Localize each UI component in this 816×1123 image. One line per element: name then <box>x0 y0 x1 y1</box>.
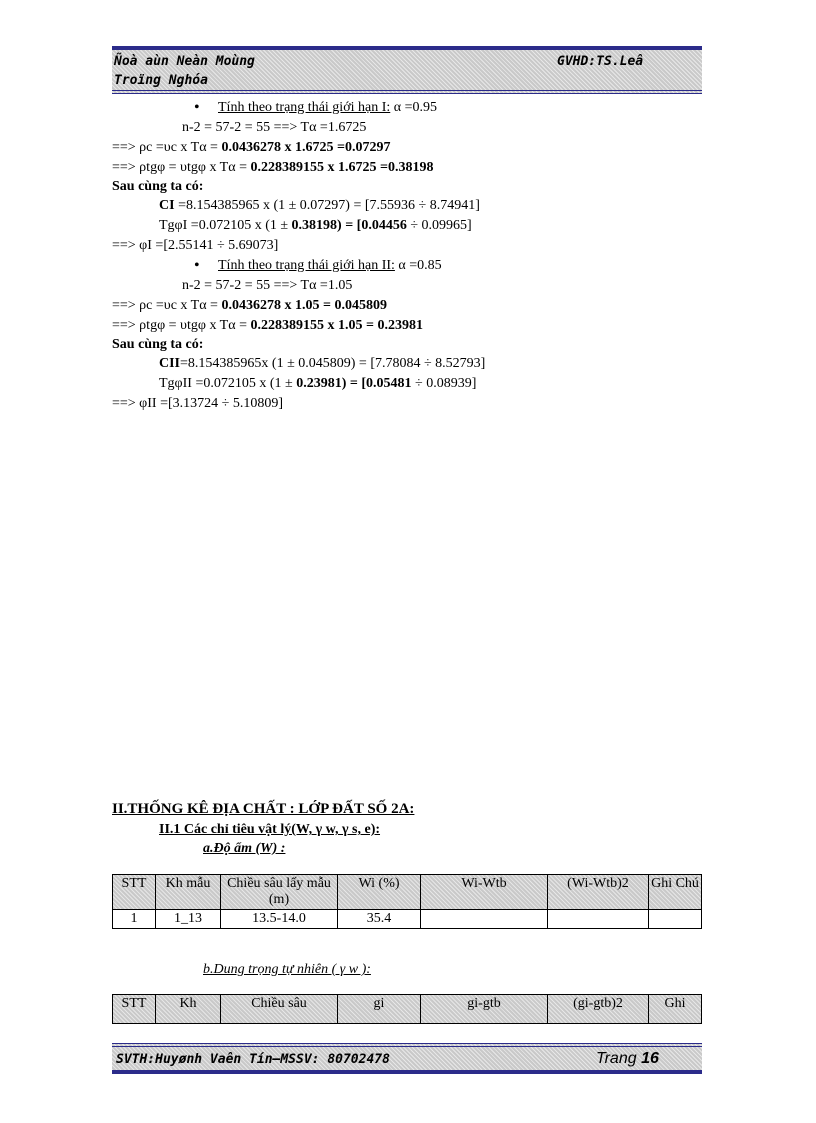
header-right: GVHD:TS.Leâ <box>557 54 644 69</box>
col-note: Ghi Chú <box>649 875 702 910</box>
col-gi-gtb: gi-gtb <box>421 995 548 1024</box>
line-c-I: CI =8.154385965 x (1 ± 0.07297) = [7.55936 ÷ 8.74941] <box>159 198 480 213</box>
col-sample: Kh <box>156 995 221 1024</box>
section-title: II.THỐNG KÊ ĐỊA CHẤT : LỚP ĐẤT SỐ 2A: <box>112 801 415 817</box>
line-phi-I: ==> φI =[2.55141 ÷ 5.69073] <box>112 238 279 253</box>
cell-stt: 1 <box>113 910 156 929</box>
unit-weight-table <box>112 994 702 1024</box>
col-depth: Chiều sâu lấy mẫu (m) <box>221 875 338 910</box>
line-phi-II: ==> φII =[3.13724 ÷ 5.10809] <box>112 396 283 411</box>
col-stt: STT <box>113 875 156 910</box>
conclusion-heading-1: Sau cùng ta có: <box>112 179 204 194</box>
limit-state-2-heading: • Tính theo trạng thái giới hạn II: α =0.85 <box>218 256 442 275</box>
line-rho-c-1: ==> ρc =υc x Tα = 0.0436278 x 1.6725 =0.07297 <box>112 140 391 155</box>
conclusion-heading-2: Sau cùng ta có: <box>112 337 204 352</box>
col-gi: gi <box>338 995 421 1024</box>
page-footer <box>112 1043 702 1074</box>
line-n2-1: n-2 = 57-2 = 55 ==> Tα =1.6725 <box>182 120 367 135</box>
moisture-table <box>112 874 702 929</box>
unit-weight-heading: b.Dung trọng tự nhiên ( γ w ): <box>203 962 371 977</box>
col-depth: Chiều sâu <box>221 995 338 1024</box>
table-header-row <box>113 995 702 1024</box>
col-wi: Wi (%) <box>338 875 421 910</box>
cell-depth: 13.5-14.0 <box>221 910 338 929</box>
limit-state-1-heading: • Tính theo trạng thái giới hạn I: α =0.95 <box>218 98 437 117</box>
header-left-line1: Ñoà aùn Neàn Moùng <box>114 54 255 69</box>
line-rho-tg-2: ==> ρtgφ = υtgφ x Tα = 0.228389155 x 1.05 = 0.23981 <box>112 318 423 333</box>
col-wi-wtb: Wi-Wtb <box>421 875 548 910</box>
header-left-line2: Troïng Nghóa <box>114 73 208 88</box>
footer-student-info: SVTH:Huyønh Vaên Tín—MSSV: 80702478 <box>116 1052 390 1067</box>
col-stt: STT <box>113 995 156 1024</box>
cell-wi: 35.4 <box>338 910 421 929</box>
moisture-heading: a.Độ ẩm (W) : <box>203 841 286 856</box>
table-row <box>113 910 702 929</box>
line-tg-II: TgφII =0.072105 x (1 ± 0.23981) = [0.05481 ÷ 0.08939] <box>159 376 477 391</box>
cell-note <box>649 910 702 929</box>
line-rho-tg-1: ==> ρtgφ = υtgφ x Tα = 0.228389155 x 1.6725 =0.38198 <box>112 160 434 175</box>
cell-wi-wtb <box>421 910 548 929</box>
col-note: Ghi <box>649 995 702 1024</box>
col-gi-gtb-squared: (gi-gtb)2 <box>548 995 649 1024</box>
line-c-II: CII=8.154385965x (1 ± 0.045809) = [7.78084 ÷ 8.52793] <box>159 356 486 371</box>
line-rho-c-2: ==> ρc =υc x Tα = 0.0436278 x 1.05 = 0.045809 <box>112 298 387 313</box>
cell-wi-wtb-squared <box>548 910 649 929</box>
col-sample: Kh mẫu <box>156 875 221 910</box>
line-tg-I: TgφI =0.072105 x (1 ± 0.38198) = [0.04456 ÷ 0.09965] <box>159 218 472 233</box>
subsection-title: II.1 Các chỉ tiêu vật lý(W, γ w, γ s, e): <box>159 822 381 837</box>
page-header <box>112 46 702 94</box>
cell-sample: 1_13 <box>156 910 221 929</box>
page-number: Trang 16 <box>596 1050 659 1067</box>
line-n2-2: n-2 = 57-2 = 55 ==> Tα =1.05 <box>182 278 353 293</box>
table-header-row <box>113 875 702 910</box>
col-wi-wtb-squared: (Wi-Wtb)2 <box>548 875 649 910</box>
